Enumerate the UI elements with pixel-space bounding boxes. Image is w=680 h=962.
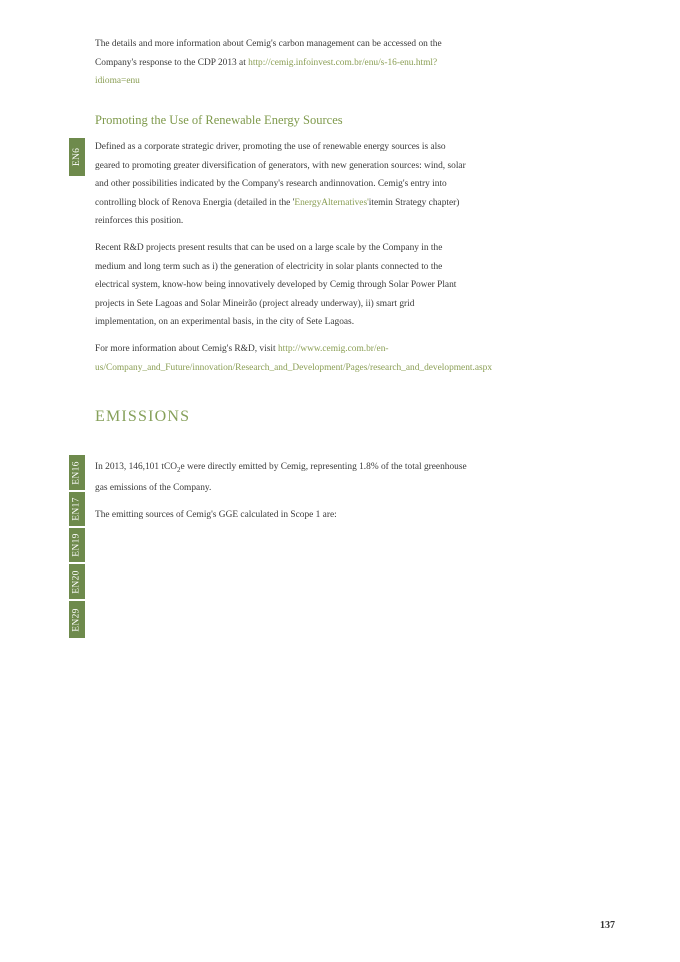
renewable-p3-line-1-pre: For more information about Cemig's R&D, visit: [95, 344, 278, 354]
renewable-heading: Promoting the Use of Renewable Energy Sources: [95, 113, 343, 127]
renewable-p1-line-3: and other possibilities indicated by the Company's research andinnovation. Cemig's entry into: [95, 179, 447, 189]
intro-paragraph: [95, 35, 535, 91]
page-number: 137: [600, 920, 615, 931]
tag-en16-label: EN16: [72, 460, 82, 485]
renewable-paragraph-2: [95, 239, 535, 332]
renewable-p1-line-4: [95, 194, 535, 213]
tag-en29-label: EN29: [72, 607, 82, 632]
renewable-paragraph-3: [95, 340, 535, 377]
rd-link-continued[interactable]: us/Company_and_Future/innovation/Research_and_Development/Pages/research_and_development.aspx: [95, 362, 493, 373]
emissions-p2-line-1: The emitting sources of Cemig's GGE calculated in Scope 1 are:: [95, 510, 337, 520]
tag-en6: [69, 138, 85, 176]
tag-en17-label: EN17: [72, 497, 82, 521]
energy-alternatives-link[interactable]: EnergyAlternatives': [294, 197, 369, 208]
renewable-p2-line-3: electrical system, know-how being innovatively developed by Cemig through Solar Power Plant: [95, 280, 457, 290]
tag-en6-label: EN6: [72, 147, 83, 167]
co2-subscript: 2: [177, 465, 181, 474]
renewable-p3-line-1: [95, 340, 535, 359]
emissions-p1-line-1: [95, 458, 535, 479]
renewable-p1-line-2: geared to promoting greater diversification of generators, with new generation sources: wind, solar: [95, 160, 466, 171]
emissions-p1-line-2: gas emissions of the Company.: [95, 483, 212, 494]
cdp-link[interactable]: http://cemig.infoinvest.com.br/enu/s-16-enu.html?: [248, 57, 438, 68]
tag-en20: [69, 564, 85, 599]
renewable-p2-line-2: medium and long term such as i) the generation of electricity in solar plants connected to the: [95, 261, 443, 272]
tag-en17: [69, 492, 85, 526]
intro-line-3: [95, 72, 535, 91]
intro-line-1: The details and more information about Cemig's carbon management can be accessed on the: [95, 39, 442, 49]
renewable-paragraph-1: [95, 138, 535, 231]
renewable-p2-line-1: Recent R&D projects present results that can be used on a large scale by the Company in the: [95, 243, 443, 253]
cdp-link-continued[interactable]: idioma=enu: [95, 76, 140, 86]
tag-en29: [69, 601, 85, 638]
renewable-p1-line-5: reinforces this position.: [95, 216, 184, 226]
renewable-p2-line-4: projects in Sete Lagoas and Solar Mineirão (project already underway), ii) smart grid: [95, 298, 415, 309]
renewable-p3-line-2: [95, 359, 535, 378]
renewable-p2-line-5: implementation, on an experimental basis, in the city of Sete Lagoas.: [95, 317, 355, 327]
emissions-paragraph-2: [95, 506, 535, 525]
intro-line-2: [95, 54, 535, 73]
emissions-heading: EMISSIONS: [95, 408, 191, 425]
emissions-p1-line-1-pre: In 2013, 146,101 tCO: [95, 462, 178, 472]
emissions-p1-line-1-post: e were directly emitted by Cemig, representing 1.8% of the total greenhouse: [180, 462, 467, 472]
tag-en16: [69, 455, 85, 490]
rd-link[interactable]: http://www.cemig.com.br/en-: [277, 344, 389, 354]
renewable-p1-line-4-pre: controlling block of Renova Energia (detailed in the ': [95, 197, 295, 208]
intro-line-2-text: Company's response to the CDP 2013 at: [95, 57, 249, 68]
emissions-paragraph-1: [95, 458, 535, 498]
renewable-p1-line-4-post: itemin Strategy chapter): [368, 197, 460, 208]
renewable-p1-line-1: Defined as a corporate strategic driver, promoting the use of renewable energy sources is also: [95, 142, 446, 152]
tag-en19: [69, 528, 85, 562]
tag-en20-label: EN20: [72, 569, 82, 594]
tag-en19-label: EN19: [72, 533, 82, 557]
